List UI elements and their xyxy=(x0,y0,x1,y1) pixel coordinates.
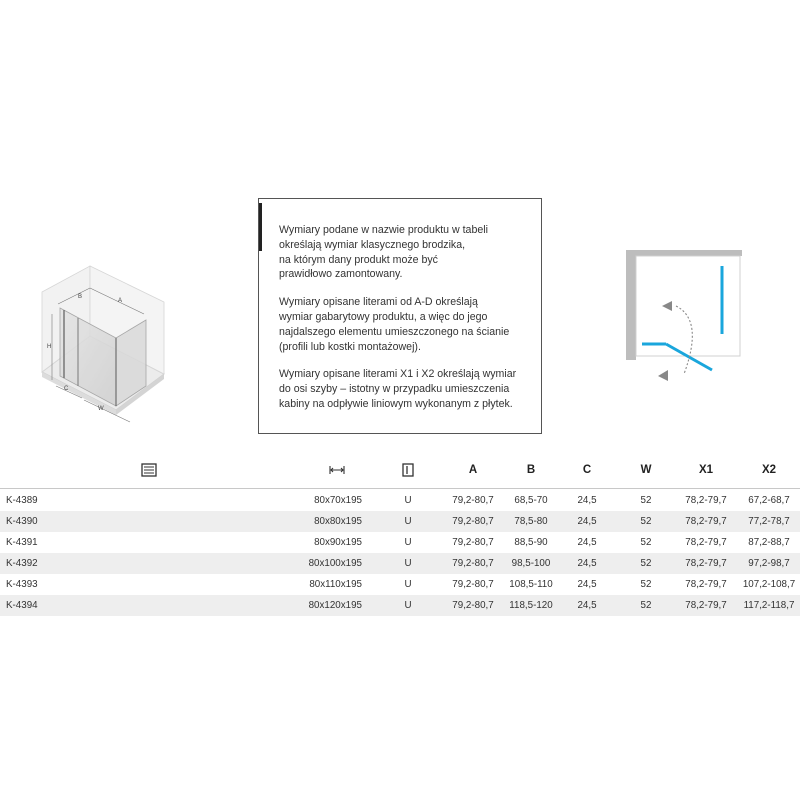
cell-x2: 107,2-108,7 xyxy=(742,579,796,590)
column-header-x2: X2 xyxy=(761,464,777,476)
cell-dimensions: 80x80x195 xyxy=(314,516,362,527)
dimension-label-w: W xyxy=(98,406,104,412)
cell-type: U xyxy=(404,600,412,611)
notice-accent-bar xyxy=(259,203,262,251)
cell-dimensions: 80x100x195 xyxy=(308,558,362,569)
notice-paragraph-2: Wymiary opisane literami od A-D określają wymiar gabarytowy produktu, a więc do jego najdalszego elementu umieszczonego na ścianie (profili lub kostki montażowej). xyxy=(279,296,510,353)
cell-c: 24,5 xyxy=(577,579,597,590)
cell-type: U xyxy=(404,579,412,590)
notice-paragraph-1: Wymiary podane w nazwie produktu w tabeli określają wymiar klasycznego brodzika, na którym dany produkt może być prawidłowo zamontowany. xyxy=(279,224,488,281)
dimension-label-a: A xyxy=(118,298,123,304)
cell-b: 68,5-70 xyxy=(514,495,548,506)
cell-c: 24,5 xyxy=(577,600,597,611)
table-row xyxy=(0,574,800,595)
cell-dimensions: 80x120x195 xyxy=(308,600,362,611)
product-model-icon xyxy=(134,452,164,488)
cell-code: K-4394 xyxy=(6,600,38,611)
cell-w: 52 xyxy=(640,495,652,506)
cell-dimensions: 80x90x195 xyxy=(314,537,362,548)
column-header-a: A xyxy=(468,464,478,476)
cell-type: U xyxy=(404,537,412,548)
cell-a: 79,2-80,7 xyxy=(452,495,494,506)
door-swing-arrows xyxy=(676,306,692,374)
cell-x1: 78,2-79,7 xyxy=(685,516,727,527)
column-header-c: C xyxy=(582,464,592,476)
cell-x2: 67,2-68,7 xyxy=(748,495,790,506)
door-type-icon xyxy=(396,452,420,488)
cell-w: 52 xyxy=(640,600,652,611)
table-row xyxy=(0,595,800,616)
table-row xyxy=(0,553,800,574)
cell-a: 79,2-80,7 xyxy=(452,579,494,590)
dimension-label-b: B xyxy=(78,294,83,300)
cell-b: 118,5-120 xyxy=(509,600,553,611)
notice-paragraph-3: Wymiary opisane literami X1 i X2 określają wymiar do osi szyby – istotny w przypadku umieszczenia kabiny na odpływie liniowym wykonanym z płytek. xyxy=(279,368,517,410)
dimension-label-h: H xyxy=(47,344,52,350)
notice-text xyxy=(279,223,541,425)
shower-enclosure-illustration xyxy=(38,262,168,432)
dimensions-notice-box xyxy=(258,198,542,434)
cell-a: 79,2-80,7 xyxy=(452,537,494,548)
cell-x1: 78,2-79,7 xyxy=(685,558,727,569)
column-header-w: W xyxy=(640,464,652,476)
column-header-b: B xyxy=(526,464,536,476)
table-row xyxy=(0,511,800,532)
table-row xyxy=(0,532,800,553)
cell-x1: 78,2-79,7 xyxy=(685,600,727,611)
cell-c: 24,5 xyxy=(577,558,597,569)
table-header xyxy=(0,452,800,489)
cell-x2: 97,2-98,7 xyxy=(748,558,790,569)
cell-w: 52 xyxy=(640,558,652,569)
cell-x2: 77,2-78,7 xyxy=(748,516,790,527)
cell-code: K-4390 xyxy=(6,516,38,527)
cell-dimensions: 80x70x195 xyxy=(314,495,362,506)
cell-type: U xyxy=(404,495,412,506)
dimension-width-icon xyxy=(322,452,352,488)
cell-code: K-4391 xyxy=(6,537,38,548)
cell-a: 79,2-80,7 xyxy=(452,558,494,569)
cell-code: K-4393 xyxy=(6,579,38,590)
cell-type: U xyxy=(404,516,412,527)
cell-x2: 87,2-88,7 xyxy=(748,537,790,548)
dimension-label-c: C xyxy=(64,386,69,392)
column-header-x1: X1 xyxy=(698,464,714,476)
cell-dimensions: 80x110x195 xyxy=(309,579,362,590)
cell-x1: 78,2-79,7 xyxy=(685,537,727,548)
cell-b: 78,5-80 xyxy=(514,516,548,527)
cell-type: U xyxy=(404,558,412,569)
swing-arrow-head-bottom xyxy=(658,370,668,381)
table-row xyxy=(0,490,800,511)
cell-c: 24,5 xyxy=(577,495,597,506)
cell-b: 88,5-90 xyxy=(514,537,548,548)
cell-a: 79,2-80,7 xyxy=(452,516,494,527)
cell-a: 79,2-80,7 xyxy=(452,600,494,611)
cell-code: K-4389 xyxy=(6,495,38,506)
cell-b: 108,5-110 xyxy=(509,579,553,590)
swing-arrow-head-top xyxy=(662,301,672,311)
cell-w: 52 xyxy=(640,516,652,527)
cell-x1: 78,2-79,7 xyxy=(685,579,727,590)
cell-w: 52 xyxy=(640,537,652,548)
cell-x1: 78,2-79,7 xyxy=(685,495,727,506)
door-plan-diagram xyxy=(626,250,742,384)
cell-w: 52 xyxy=(640,579,652,590)
cell-b: 98,5-100 xyxy=(511,558,551,569)
cell-x2: 117,2-118,7 xyxy=(743,600,795,611)
cell-c: 24,5 xyxy=(577,516,597,527)
cell-c: 24,5 xyxy=(577,537,597,548)
cell-code: K-4392 xyxy=(6,558,38,569)
